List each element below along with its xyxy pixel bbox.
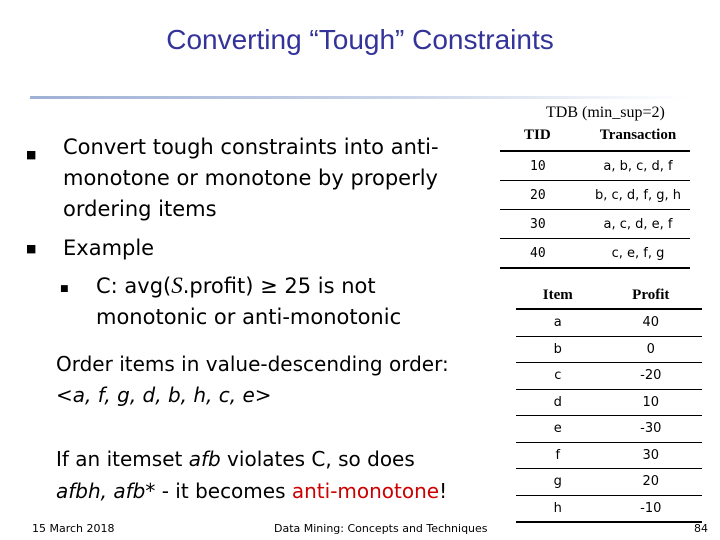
transaction-cell: a, c, d, e, f xyxy=(586,210,690,239)
profit-cell: 30 xyxy=(600,442,702,469)
item-cell: f xyxy=(516,442,600,469)
square-bullet-icon: ■ xyxy=(60,284,69,294)
table-header-row xyxy=(500,120,690,151)
violates-line-2 xyxy=(56,476,447,506)
square-bullet-icon: ■ xyxy=(26,242,37,255)
table-row xyxy=(516,309,702,336)
title-divider xyxy=(30,96,688,99)
table-row xyxy=(500,151,690,181)
profit-cell: 20 xyxy=(600,469,702,496)
tid-cell: 10 xyxy=(500,151,586,181)
constraint-suffix: .profit) ≥ 25 is not monotonic or anti-monotonic xyxy=(96,274,402,329)
item-cell: d xyxy=(516,389,600,416)
item-cell: b xyxy=(516,336,600,363)
item-cell: e xyxy=(516,416,600,443)
square-bullet-icon: ■ xyxy=(26,148,37,161)
transaction-cell: c, e, f, g xyxy=(586,239,690,269)
table-header-row xyxy=(516,282,702,309)
profit-cell: 0 xyxy=(600,336,702,363)
anti-monotone-highlight: anti-monotone xyxy=(291,479,440,503)
profit-cell: -10 xyxy=(600,495,702,522)
tdb-caption: TDB (min_sup=2) xyxy=(546,104,665,121)
tid-cell: 30 xyxy=(500,210,586,239)
violates-mid: - it becomes xyxy=(155,479,292,503)
item-cell: g xyxy=(516,469,600,496)
item-cell: a xyxy=(516,309,600,336)
item-profit-table xyxy=(516,282,702,523)
column-header-item: Item xyxy=(516,282,600,309)
violates-line-1 xyxy=(56,444,415,474)
table-row xyxy=(516,389,702,416)
table-row xyxy=(516,469,702,496)
column-header-tid: TID xyxy=(500,120,586,151)
violates-end: ! xyxy=(439,479,448,503)
bullet-example: Example xyxy=(63,236,155,260)
violates-italic: afbh, afb* xyxy=(56,479,156,503)
table-row xyxy=(500,210,690,239)
constraint-variable: S xyxy=(171,273,183,298)
table-row xyxy=(516,442,702,469)
table-row xyxy=(500,239,690,269)
constraint-prefix: C: avg( xyxy=(96,274,172,298)
violates-post: violates C, so does xyxy=(220,447,415,471)
tid-cell: 40 xyxy=(500,239,586,269)
order-line-2: <a, f, g, d, b, h, c, e> xyxy=(56,383,272,407)
table-row xyxy=(516,336,702,363)
column-header-transaction: Transaction xyxy=(586,120,690,151)
violates-itemset: afb xyxy=(188,447,221,471)
item-cell: c xyxy=(516,363,600,390)
profit-cell: -20 xyxy=(600,363,702,390)
profit-cell: 10 xyxy=(600,389,702,416)
table-row xyxy=(500,181,690,210)
bullet-convert: Convert tough constraints into anti-monotone or monotone by properly ordering items xyxy=(63,135,439,221)
transaction-table xyxy=(500,120,690,269)
item-cell: h xyxy=(516,495,600,522)
transaction-cell: b, c, d, f, g, h xyxy=(586,181,690,210)
profit-cell: -30 xyxy=(600,416,702,443)
footer-date: 15 March 2018 xyxy=(32,522,115,535)
table-row xyxy=(516,363,702,390)
sub-bullet-constraint xyxy=(96,270,436,333)
profit-cell: 40 xyxy=(600,309,702,336)
violates-pre: If an itemset xyxy=(56,447,189,471)
column-header-profit: Profit xyxy=(600,282,702,309)
footer-course: Data Mining: Concepts and Techniques xyxy=(274,522,488,535)
page-number: 84 xyxy=(694,522,708,535)
table-row xyxy=(516,416,702,443)
tid-cell: 20 xyxy=(500,181,586,210)
transaction-cell: a, b, c, d, f xyxy=(586,151,690,181)
slide-title: Converting “Tough” Constraints xyxy=(166,24,554,55)
table-row xyxy=(516,495,702,522)
order-line-1: Order items in value-descending order: xyxy=(56,352,449,376)
